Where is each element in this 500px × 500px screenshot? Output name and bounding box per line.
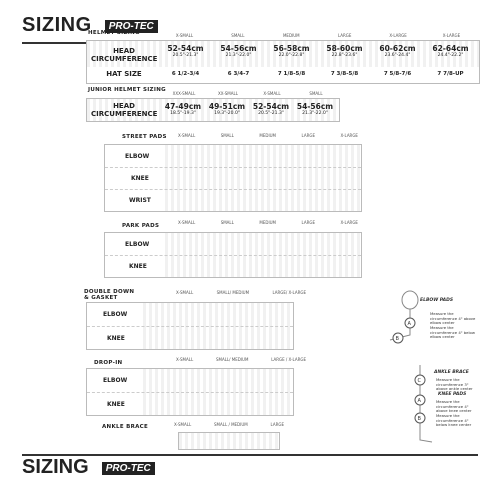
street-row-label: ELBOW [125, 153, 150, 160]
street-size-header: X-SMALL [178, 133, 196, 138]
drop-in-table [86, 368, 294, 416]
hat-size: 6 1/2-3/4 [171, 71, 200, 77]
park-size-header: X-SMALL [178, 220, 196, 225]
helmet-size-headers [158, 33, 478, 38]
helmet-cm: 58-60cm [326, 44, 363, 53]
helmet-sizing-title: HELMET SIZING [88, 30, 140, 36]
helmet-cm: 56-58cm [273, 44, 310, 53]
drop-in-size-headers [176, 357, 306, 362]
junior-size-header: XXX-SMALL [172, 91, 196, 96]
ankle-size-headers [174, 422, 284, 427]
park-size-headers [178, 220, 358, 225]
brand-logo: PRO-TEC [105, 20, 158, 33]
svg-text:B: B [395, 336, 399, 342]
hat-size: 7 1/8-5/8 [277, 71, 306, 77]
park-pads-table [104, 232, 362, 278]
park-size-header: MEDIUM [259, 220, 277, 225]
helmet-head-label: HEAD CIRCUMFERENCE [91, 47, 158, 63]
junior-size-header: X-SMALL [263, 91, 281, 96]
hat-size: 7 7/8-UP [437, 71, 464, 77]
footer-brand-logo: PRO-TEC [102, 462, 155, 475]
drop-in-row-label: ELBOW [103, 377, 128, 384]
drop-in-size-header: SMALL/ MEDIUM [215, 357, 249, 362]
ankle-brace-title: ANKLE BRACE [102, 424, 149, 430]
ankle-brace-table [178, 432, 280, 450]
double-down-size-header: SMALL/ MEDIUM [216, 290, 250, 295]
hat-size: 6 3/4-7 [227, 71, 250, 77]
helmet-sizing-section [88, 30, 140, 36]
helmet-size-header: X-SMALL [175, 33, 194, 38]
hat-size: 7 5/8-7/6 [383, 71, 412, 77]
park-row-label: KNEE [129, 263, 147, 270]
drop-in-row-label: KNEE [107, 401, 125, 408]
double-down-row-label: KNEE [107, 335, 125, 342]
helmet-cm: 52-54cm [167, 44, 204, 53]
junior-cm: 54-56cm [296, 102, 334, 111]
page-footer [22, 454, 478, 482]
helmet-size-header: X-LARGE [442, 33, 461, 38]
street-size-header: MEDIUM [259, 133, 277, 138]
junior-helmet-table: HEAD CIRCUMFERENCE 47-49cm 18.5"-19.3" 49-51cm 19.3"-20.0" 52-54cm 20.5"-21.3" 54-56cm 21.3"-22.0" [86, 98, 340, 122]
street-size-header: SMALL [220, 133, 234, 138]
junior-size-headers [162, 91, 338, 96]
drop-in-size-header: X-SMALL [176, 357, 194, 362]
helmet-cm: 54-56cm [220, 44, 257, 53]
svg-text:A: A [407, 321, 411, 327]
elbow-measure-a: Measure the circumference 4" above elbow center [430, 311, 476, 326]
drop-in-title: DROP-IN [94, 360, 123, 366]
measurement-figure [380, 290, 480, 450]
knee-pads-figure-title: KNEE PADS [438, 392, 467, 397]
hat-size: 7 3/8-5/8 [330, 71, 359, 77]
junior-head-label: HEAD CIRCUMFERENCE [91, 102, 158, 118]
elbow-measure-b: Measure the circumference 4" below elbow center [430, 325, 475, 340]
helmet-cm: 60-62cm [379, 44, 416, 53]
park-pads-title: PARK PADS [122, 223, 160, 229]
knee-measure-b: Measure the circumference 4" below knee center [436, 413, 472, 428]
footer-title: SIZING [22, 456, 89, 478]
helmet-cm: 62-64cm [432, 44, 469, 53]
double-down-row-label: ELBOW [103, 311, 128, 318]
double-down-table [86, 302, 294, 350]
junior-cm: 47-49cm [164, 102, 202, 111]
helmet-size-header: MEDIUM [282, 33, 300, 38]
helmet-sizing-table: HEAD CIRCUMFERENCE 52-54cm 20.5"-21.3" 54-56cm 21.3"-22.0" 56-58cm 22.0"-22.8" 58-60cm 22.8"-23.6" 60-62cm 23.6"-24.4" 62-64cm 24.4"-22.2" HAT SIZE 6 1/2-3/4 6 3/4-7 7 1/8-5/8 7 3/8-5/8 7 5/8-7/6 7 7/8-UP [86, 40, 480, 84]
helmet-size-header: X-LARGE [389, 33, 407, 38]
ankle-size-header: SMALL / MEDIUM [214, 422, 248, 427]
junior-cm: 49-51cm [208, 102, 246, 111]
drop-in-size-header: LARGE / X-LARGE [271, 357, 306, 362]
street-size-header: X-LARGE [340, 133, 358, 138]
street-row-label: WRIST [129, 197, 151, 204]
junior-size-header: XX-SMALL [218, 91, 238, 96]
street-size-header: LARGE [301, 133, 315, 138]
ankle-size-header: LARGE [270, 422, 284, 427]
street-size-headers [178, 133, 358, 138]
ankle-size-header: X-SMALL [174, 422, 192, 427]
junior-helmet-title: JUNIOR HELMET SIZING [88, 87, 166, 93]
ankle-brace-figure-title: ANKLE BRACE [434, 370, 469, 375]
park-size-header: LARGE [301, 220, 315, 225]
street-row-label: KNEE [131, 175, 149, 182]
park-size-header: SMALL [220, 220, 234, 225]
svg-text:B: B [417, 416, 421, 422]
helmet-size-header: SMALL [231, 33, 245, 38]
knee-measure-a: Measure the circumference 4" above knee center [436, 399, 472, 414]
double-down-title: DOUBLE DOWN & GASKET [84, 289, 135, 301]
double-down-size-headers [176, 290, 306, 295]
svg-text:C: C [417, 378, 421, 384]
ankle-measure-a: Measure the circumference 3" above ankle center [436, 377, 473, 392]
hat-size-label: HAT SIZE [106, 70, 142, 78]
street-pads-title: STREET PADS [122, 134, 167, 140]
svg-text:A: A [417, 398, 421, 404]
double-down-size-header: X-SMALL [176, 290, 194, 295]
junior-size-header: SMALL [309, 91, 323, 96]
street-pads-table [104, 144, 362, 212]
park-size-header: X-LARGE [340, 220, 358, 225]
junior-cm: 52-54cm [252, 102, 290, 111]
helmet-size-header: LARGE [337, 33, 352, 38]
park-row-label: ELBOW [125, 241, 150, 248]
elbow-pads-figure-title: ELBOW PADS [420, 298, 454, 303]
double-down-size-header: LARGE/ X-LARGE [272, 290, 306, 295]
page-title: SIZING [22, 14, 92, 36]
